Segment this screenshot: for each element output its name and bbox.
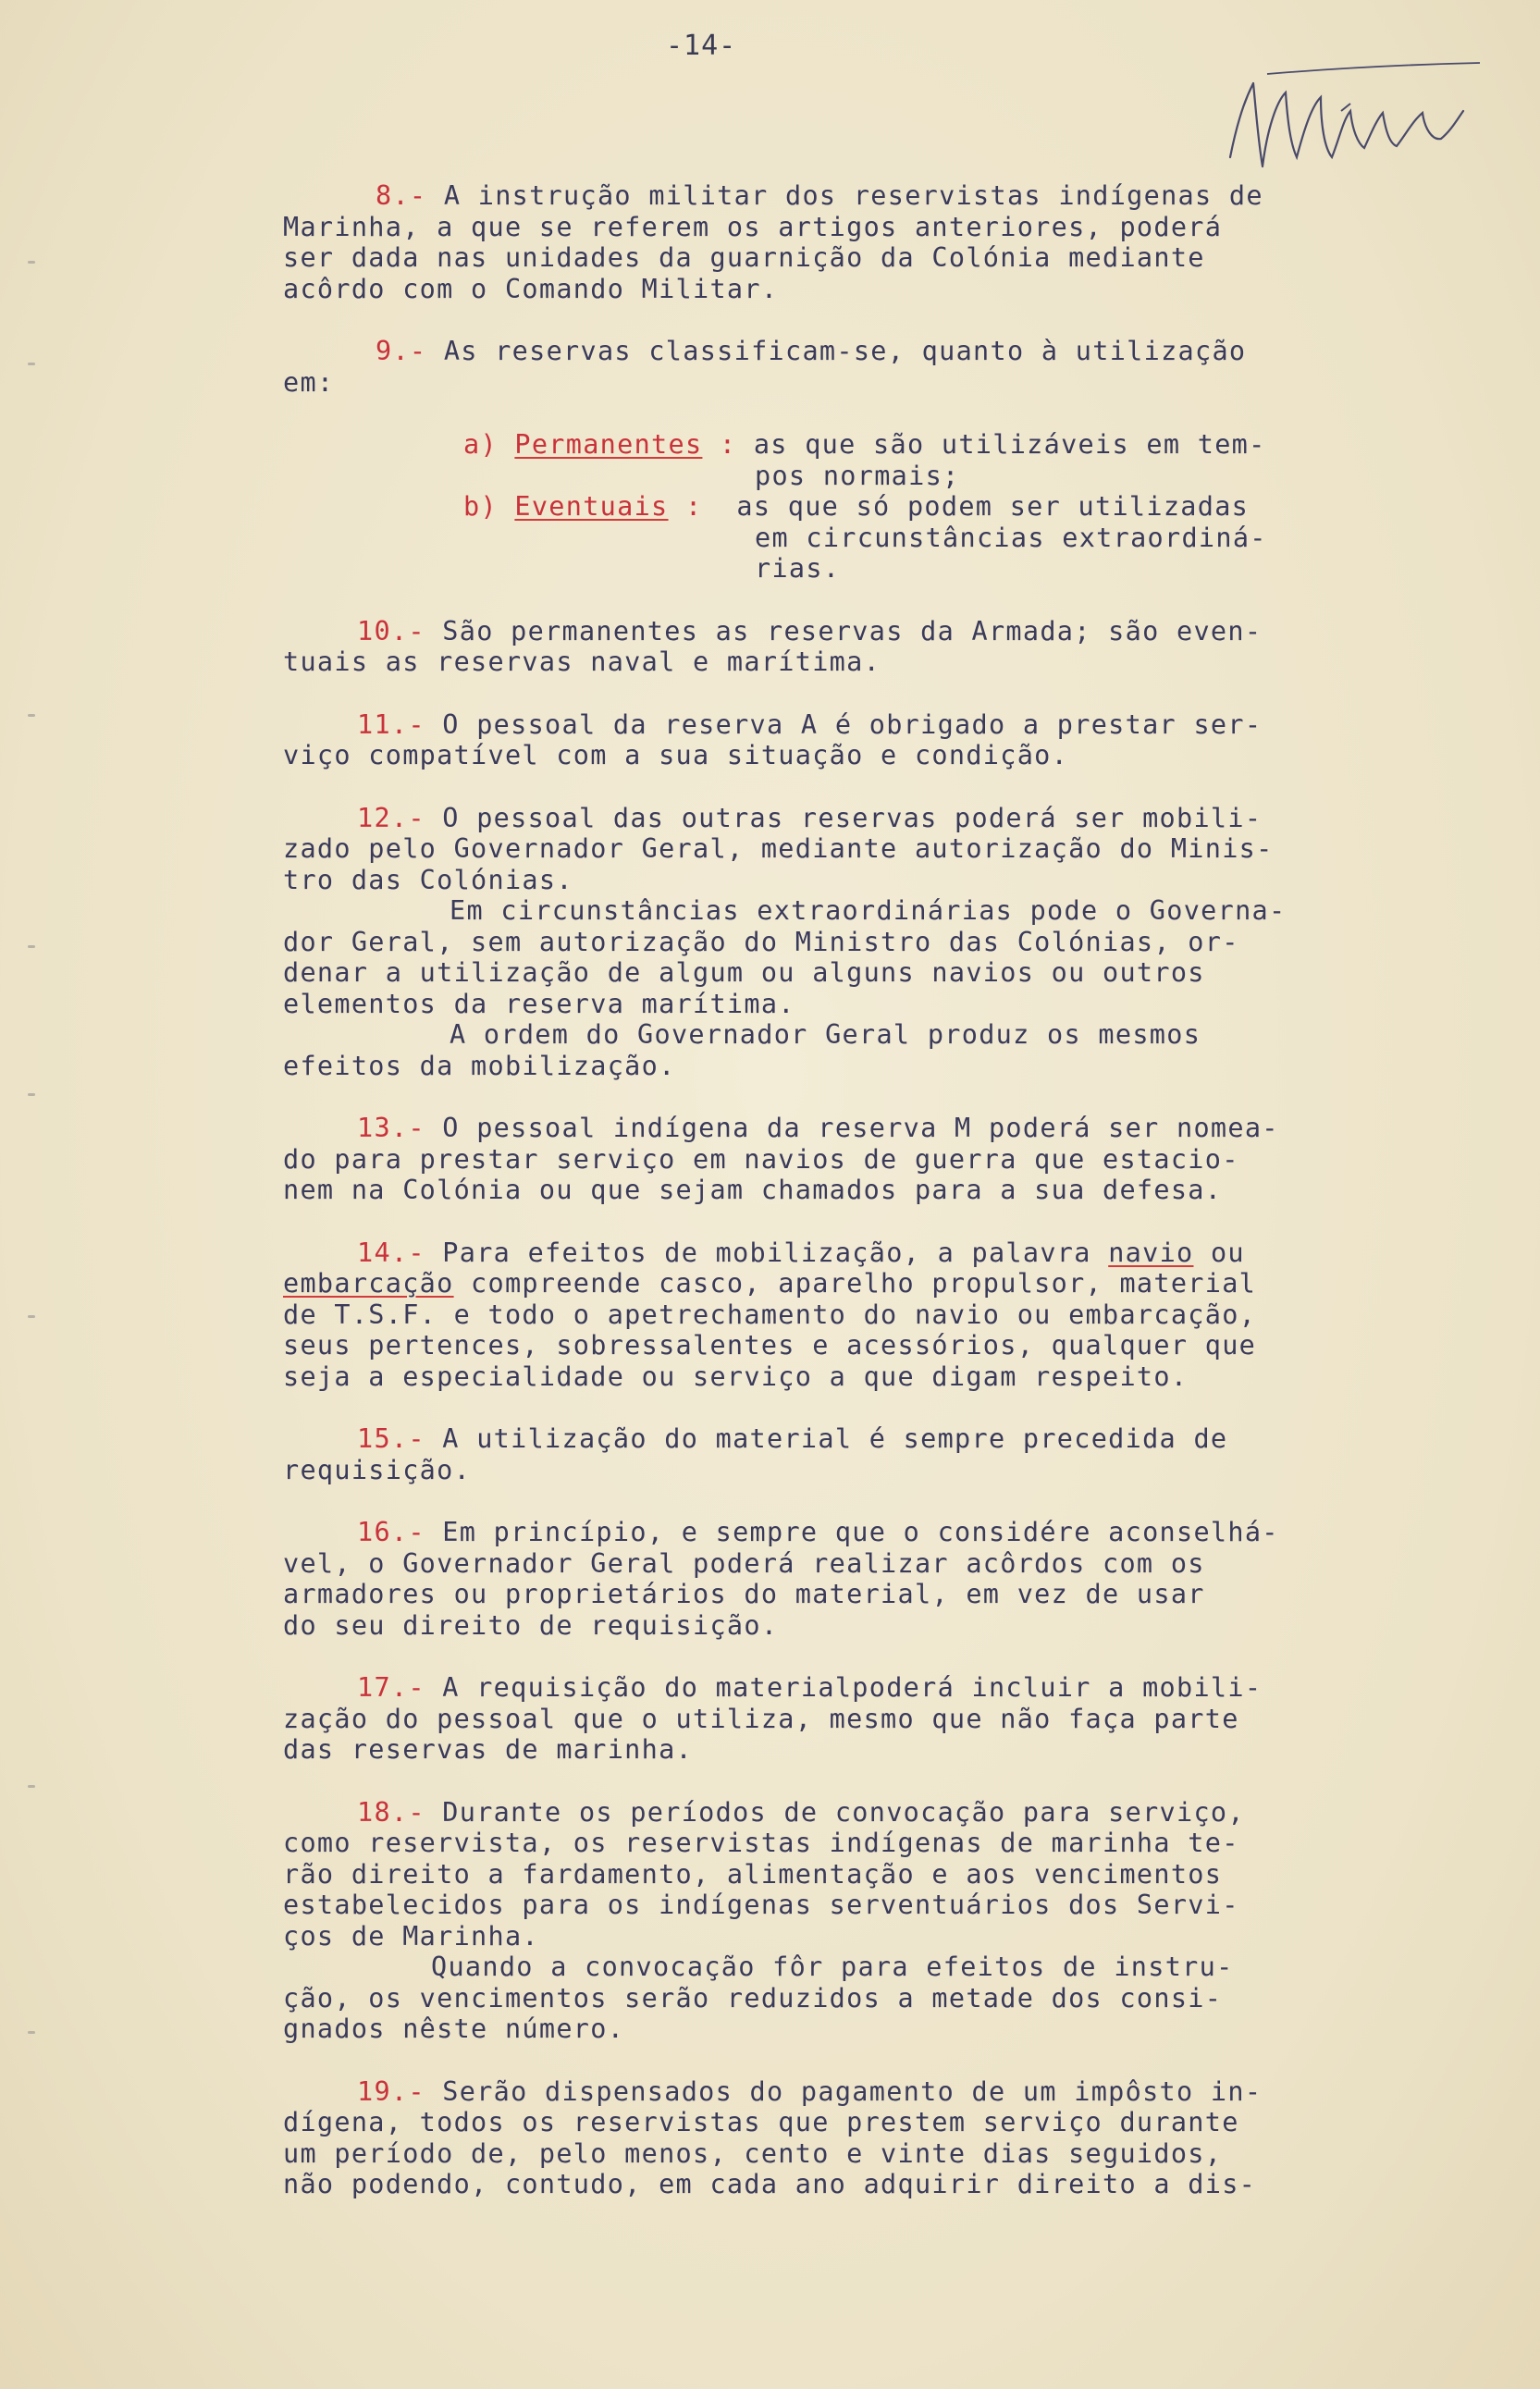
text-line bbox=[283, 523, 1356, 554]
line-text: um período de, pelo menos, cento e vinte dias seguidos, bbox=[283, 2137, 1223, 2169]
line-text: dígena, todos os reservistas que prestem serviço durante bbox=[283, 2107, 1239, 2137]
paragraph-gap bbox=[283, 771, 1356, 803]
line-text: como reservista, os reservistas indígenas de marinha te- bbox=[283, 1828, 1239, 1858]
line-text: acôrdo com o Comando Militar. bbox=[283, 273, 779, 304]
line-text: de T.S.F. e todo o apetrechamento do navio ou embarcação, bbox=[283, 1299, 1257, 1330]
page-number: -14- bbox=[666, 30, 737, 62]
text-line bbox=[283, 1455, 1356, 1486]
text-line bbox=[283, 461, 1356, 492]
line-text: zação do pessoal que o utiliza, mesmo que não faça parte bbox=[283, 1703, 1239, 1734]
paragraph-gap bbox=[283, 585, 1356, 616]
list-item-separator: : bbox=[668, 491, 737, 522]
paragraph-number: 12.- bbox=[357, 802, 425, 833]
line-text: do seu direito de requisição. bbox=[283, 1609, 779, 1641]
text-line bbox=[283, 1921, 1356, 1952]
line-text: ção, os vencimentos serão reduzidos a metade dos consi- bbox=[283, 1982, 1223, 2013]
line-text: Serão dispensados do pagamento de um impôsto in- bbox=[425, 2075, 1263, 2107]
paragraph-gap bbox=[283, 1641, 1356, 1672]
line-text: pos normais; bbox=[755, 460, 960, 491]
paragraph-gap bbox=[283, 1206, 1356, 1238]
paragraph-number: 17.- bbox=[357, 1672, 425, 1703]
text-line bbox=[283, 895, 1356, 927]
line-text: A requisição do materialpoderá incluir a mobili- bbox=[425, 1672, 1263, 1703]
line-text: tro das Colónias. bbox=[283, 864, 573, 895]
list-item-text: as que só podem ser utilizadas bbox=[736, 491, 1250, 522]
text-line bbox=[283, 927, 1356, 958]
text-line bbox=[283, 491, 1356, 523]
line-text: Em princípio, e sempre que o considére aconselhá- bbox=[425, 1517, 1279, 1547]
line-text: elementos da reserva marítima. bbox=[283, 988, 795, 1019]
text-line bbox=[283, 1330, 1356, 1361]
paragraph bbox=[283, 429, 1356, 585]
text-line bbox=[283, 1019, 1356, 1051]
paragraph-number: 11.- bbox=[357, 708, 425, 740]
handwritten-signature bbox=[1212, 55, 1489, 185]
text-line bbox=[283, 2013, 1356, 2045]
paragraph-gap bbox=[283, 1766, 1356, 1797]
line-text: Quando a convocação fôr para efeitos de instru- bbox=[431, 1952, 1234, 1982]
text-line bbox=[283, 709, 1356, 741]
line-text: A ordem do Governador Geral produz os mesmos bbox=[450, 1019, 1201, 1050]
line-text: seus pertences, sobressalentes e acessórios, qualquer que bbox=[283, 1330, 1257, 1361]
line-text: rão direito a fardamento, alimentação e aos vencimentos bbox=[283, 1858, 1223, 1890]
paragraph bbox=[283, 1797, 1356, 2045]
paragraph-gap bbox=[283, 1485, 1356, 1517]
paragraph bbox=[283, 1113, 1356, 1206]
text-line bbox=[283, 2169, 1356, 2200]
text-line bbox=[283, 1672, 1356, 1704]
text-line bbox=[283, 1423, 1356, 1455]
text-line bbox=[283, 1238, 1356, 1269]
paragraph bbox=[283, 616, 1356, 678]
paragraph-gap bbox=[283, 304, 1356, 336]
text-line bbox=[283, 180, 1356, 212]
text-line bbox=[283, 242, 1356, 274]
line-text: O pessoal da reserva A é obrigado a prestar ser- bbox=[425, 708, 1263, 740]
line-text: Marinha, a que se referem os artigos anteriores, poderá bbox=[283, 211, 1223, 242]
text-line bbox=[283, 1797, 1356, 1829]
list-item-term: Permanentes bbox=[514, 429, 703, 460]
line-text: tuais as reservas naval e marítima. bbox=[283, 647, 881, 677]
text-line bbox=[283, 553, 1356, 585]
paragraph bbox=[283, 2076, 1356, 2200]
paragraph-number: 18.- bbox=[357, 1796, 425, 1828]
text-line bbox=[283, 1704, 1356, 1735]
line-text: em circunstâncias extraordiná- bbox=[755, 522, 1267, 553]
paragraph-number: 13.- bbox=[357, 1113, 425, 1143]
line-text: O pessoal indígena da reserva M poderá ser nomea- bbox=[425, 1113, 1279, 1143]
paragraph bbox=[283, 336, 1356, 398]
text-line bbox=[283, 1517, 1356, 1548]
line-text: seja a especialidade ou serviço a que digam respeito. bbox=[283, 1361, 1189, 1392]
line-text: A utilização do material é sempre precedida de bbox=[425, 1423, 1228, 1454]
text-line bbox=[283, 833, 1356, 865]
text-line bbox=[283, 1268, 1356, 1299]
underlined-term: navio bbox=[1108, 1237, 1194, 1268]
text-line bbox=[283, 336, 1356, 367]
text-line bbox=[283, 1610, 1356, 1642]
paragraph-number: 10.- bbox=[357, 615, 425, 647]
document-body bbox=[283, 180, 1356, 2200]
text-line bbox=[283, 1579, 1356, 1610]
line-text: Em circunstâncias extraordinárias pode o Governa- bbox=[450, 895, 1287, 926]
paragraph-number: 15.- bbox=[357, 1423, 425, 1454]
line-text: compreende casco, aparelho propulsor, material bbox=[453, 1268, 1257, 1299]
text-line bbox=[283, 989, 1356, 1020]
paragraph bbox=[283, 180, 1356, 304]
line-text: armadores ou proprietários do material, em vez de usar bbox=[283, 1579, 1205, 1609]
text-line bbox=[283, 2107, 1356, 2138]
line-text: nem na Colónia ou que sejam chamados para a sua defesa. bbox=[283, 1175, 1223, 1205]
paragraph bbox=[283, 1517, 1356, 1641]
line-text: estabelecidos para os indígenas serventuários dos Servi- bbox=[283, 1890, 1239, 1920]
text-line bbox=[283, 1548, 1356, 1580]
line-text: vel, o Governador Geral poderá realizar acôrdos com os bbox=[283, 1547, 1205, 1579]
line-text: das reservas de marinha. bbox=[283, 1734, 694, 1765]
list-item-text: as que são utilizáveis em tem- bbox=[753, 429, 1266, 460]
text-line bbox=[283, 1051, 1356, 1082]
text-line bbox=[283, 1952, 1356, 1983]
line-text: ser dada nas unidades da guarnição da Colónia mediante bbox=[283, 242, 1205, 273]
paragraph bbox=[283, 709, 1356, 771]
text-line bbox=[283, 2076, 1356, 2108]
line-text: ou bbox=[1193, 1237, 1245, 1268]
line-text: do para prestar serviço em navios de guerra que estacio- bbox=[283, 1143, 1239, 1175]
paragraph-number: 19.- bbox=[357, 2075, 425, 2107]
text-line bbox=[283, 865, 1356, 896]
line-text: ços de Marinha. bbox=[283, 1920, 539, 1952]
paragraph bbox=[283, 1238, 1356, 1393]
paragraph-gap bbox=[283, 2045, 1356, 2076]
text-line bbox=[283, 1175, 1356, 1206]
underlined-term: embarcação bbox=[283, 1268, 454, 1299]
line-text: em: bbox=[283, 366, 335, 398]
paragraph-gap bbox=[283, 678, 1356, 709]
text-line bbox=[283, 1983, 1356, 2014]
text-line bbox=[283, 274, 1356, 305]
line-text: gnados nêste número. bbox=[283, 2013, 625, 2044]
text-line bbox=[283, 367, 1356, 399]
text-line bbox=[283, 1113, 1356, 1144]
paragraph-number: 8.- bbox=[376, 180, 427, 211]
line-text: requisição. bbox=[283, 1454, 472, 1485]
line-text: zado pelo Governador Geral, mediante autorização do Minis- bbox=[283, 833, 1274, 864]
text-line bbox=[283, 1890, 1356, 1921]
paragraph-number: 9.- bbox=[376, 336, 427, 366]
text-line bbox=[283, 1734, 1356, 1766]
text-line bbox=[283, 2138, 1356, 2170]
paragraph-number: 14.- bbox=[357, 1237, 425, 1268]
paragraph-gap bbox=[283, 398, 1356, 429]
text-line bbox=[283, 1299, 1356, 1331]
text-line bbox=[283, 1859, 1356, 1890]
text-line bbox=[283, 740, 1356, 771]
text-line bbox=[283, 957, 1356, 989]
line-text: viço compatível com a sua situação e condição. bbox=[283, 740, 1069, 770]
line-text: São permanentes as reservas da Armada; são even- bbox=[425, 615, 1263, 647]
line-text: efeitos da mobilização. bbox=[283, 1050, 676, 1081]
list-item-term: Eventuais bbox=[514, 491, 669, 522]
list-item-label: b) bbox=[463, 491, 515, 522]
text-line bbox=[283, 429, 1356, 461]
text-line bbox=[283, 616, 1356, 647]
line-text: não podendo, contudo, em cada ano adquirir direito a dis- bbox=[283, 2169, 1257, 2199]
list-item-label: a) bbox=[463, 429, 515, 460]
text-line bbox=[283, 647, 1356, 678]
list-item-separator: : bbox=[702, 429, 754, 460]
text-line bbox=[283, 1361, 1356, 1393]
paragraph-number: 16.- bbox=[357, 1517, 425, 1547]
paragraph bbox=[283, 803, 1356, 1082]
text-line bbox=[283, 1144, 1356, 1176]
line-text: dor Geral, sem autorização do Ministro das Colónias, or- bbox=[283, 926, 1239, 957]
line-text: O pessoal das outras reservas poderá ser mobili- bbox=[425, 802, 1263, 833]
text-line bbox=[283, 212, 1356, 243]
line-text: rias. bbox=[755, 553, 841, 584]
paragraph-gap bbox=[283, 1392, 1356, 1423]
paragraph-gap bbox=[283, 1081, 1356, 1113]
line-text: A instrução militar dos reservistas indígenas de bbox=[426, 180, 1263, 211]
text-line bbox=[283, 1828, 1356, 1859]
line-text: As reservas classificam-se, quanto à utilização bbox=[426, 336, 1247, 366]
paragraph bbox=[283, 1423, 1356, 1485]
line-text: Durante os períodos de convocação para serviço, bbox=[425, 1796, 1245, 1828]
line-text: Para efeitos de mobilização, a palavra bbox=[425, 1237, 1109, 1268]
line-text: denar a utilização de algum ou alguns navios ou outros bbox=[283, 957, 1205, 988]
text-line bbox=[283, 803, 1356, 834]
paragraph bbox=[283, 1672, 1356, 1766]
